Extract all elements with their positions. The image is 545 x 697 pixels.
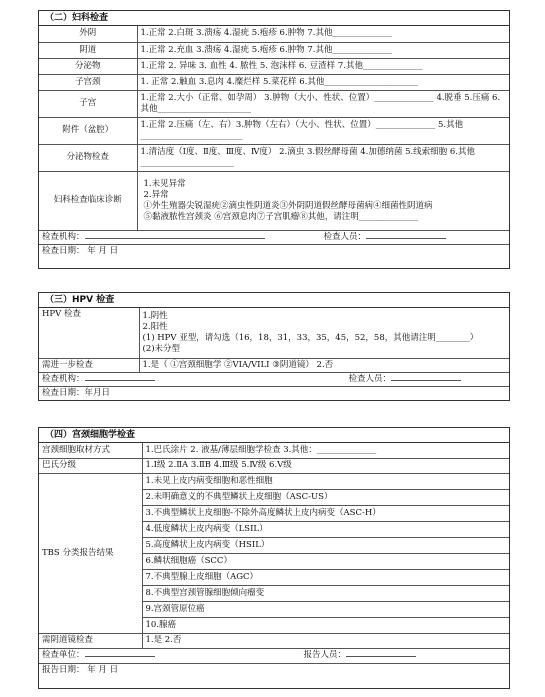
tbs-item[interactable]: 1.未见上皮内病变细胞和恶性细胞 (142, 473, 509, 489)
clinical-diagnosis-label: 妇科检查临床诊断 (39, 171, 137, 230)
vulva-options[interactable]: 1.正常 2.白斑 3.溃疡 4.湿疣 5.疱疹 6.肿物 7.其他______________ (137, 26, 509, 42)
clinical-diagnosis-options[interactable] (137, 171, 509, 230)
tbs-item[interactable]: 10.腺癌 (142, 617, 509, 633)
hpv-org-row (39, 372, 509, 386)
hpv-table (39, 308, 509, 400)
hpv-options[interactable] (139, 308, 509, 358)
cervix-options[interactable]: 1. 正常 2.触血 3.息肉 4.糜烂样 5.菜花样 6.其他______________________ (137, 74, 509, 90)
adnexa-label: 附件（盆腔） (39, 117, 137, 144)
gyn-section-title: （二）妇科检查 (39, 11, 509, 26)
hpv-line: (2)未分型 (142, 343, 181, 354)
unit-label: 检查单位： (42, 650, 85, 660)
hpv-line: 1.阴性 (142, 310, 168, 321)
tbs-item[interactable]: 7.不典型腺上皮细胞（AGC） (142, 569, 509, 585)
hpv-line: 2.阳性 (142, 321, 168, 332)
examiner-field[interactable] (366, 238, 446, 239)
tbs-item[interactable]: 5.高度鳞状上皮内病变（HSIL） (142, 537, 509, 553)
discharge-label: 分泌物 (39, 58, 137, 74)
discharge-test-label: 分泌物检查 (39, 144, 137, 171)
vagina-label: 阴道 (39, 42, 137, 58)
colposcopy-options[interactable]: 1.是 2.否 (142, 633, 509, 648)
vagina-options[interactable]: 1.正常 2.充血 3.溃疡 4.湿疣 5.疱疹 6.肿物 7.其他______________ (137, 42, 509, 58)
diag-line: ①外生殖器尖锐湿疣②滴虫性阴道炎③外阴阴道假丝酵母菌病④细菌性阴道病 (143, 200, 433, 211)
pap-grade-options[interactable]: 1.Ⅰ级 2.ⅡA 3.ⅡB 4.Ⅲ级 5.Ⅳ级 6.Ⅴ级 (142, 458, 509, 473)
gyn-org-row (39, 230, 509, 244)
discharge-options[interactable]: 1.正常 2. 异味 3. 血性 4. 脓性 5. 泡沫样 6. 豆渣样 7.其他______________ (137, 58, 509, 74)
cytology-table (39, 443, 509, 678)
further-exam-label: 需进一步检查 (39, 358, 139, 372)
adnexa-options[interactable]: 1.正常 2.压痛（左、右）3.肿物（左右）（大小、性状、位置）______________ 5.其他________________________ (137, 117, 509, 144)
reporter-field[interactable] (346, 656, 416, 657)
org-field[interactable] (85, 380, 155, 381)
hpv-date[interactable]: 检查日期：年月日 (39, 386, 509, 400)
tbs-item[interactable]: 2.未明确意义的不典型鳞状上皮细胞（ASC-US） (142, 489, 509, 505)
diag-line: 1.未见异常 (143, 178, 186, 189)
examiner-label: 检查人员： (348, 373, 391, 384)
sampling-method-options[interactable]: 1.巴氏涂片 2. 液基/薄层细胞学检查 3.其他：______________ (142, 443, 509, 458)
hpv-section-title: （三）HPV 检查 (39, 293, 509, 308)
colposcopy-label: 需阴道镜检查 (39, 633, 142, 648)
org-field[interactable] (85, 238, 265, 239)
vulva-label: 外阴 (39, 26, 137, 42)
diag-line: 2.异常 (143, 189, 169, 200)
gyn-table (39, 26, 509, 258)
cervix-label: 子宫颈 (39, 74, 137, 90)
cytology-section-title: （四）宫颈细胞学检查 (39, 428, 509, 443)
tbs-item[interactable]: 9.宫颈管原位癌 (142, 601, 509, 617)
tbs-item[interactable]: 8.不典型宫颈管腺细胞倾向瘤变 (142, 585, 509, 601)
reporter-label: 报告人员： (303, 650, 346, 660)
cytology-section (38, 427, 510, 689)
org-label: 检查机构： (42, 373, 85, 384)
cytology-date[interactable]: 报告日期： 年 月 日 (39, 663, 509, 678)
examiner-field[interactable] (391, 380, 461, 381)
tbs-item[interactable]: 3.不典型鳞状上皮细胞-不除外高度鳞状上皮内病变（ASC-H） (142, 505, 509, 521)
unit-field[interactable] (85, 656, 155, 657)
uterus-options[interactable]: 1.正常 2.大小（正常、如孕周） 3.肿物（大小、性状、位置）______________ 4.脱垂 5.压痛 6.其他______________________ (137, 90, 509, 117)
further-exam-options[interactable]: 1.是（ ①宫颈细胞学 ②VIA/VILI ③阴道镜） 2.否 (139, 358, 509, 372)
examiner-label: 检查人员： (323, 231, 366, 242)
gyn-date[interactable]: 检查日期： 年 月 日 (39, 244, 509, 258)
discharge-test-options[interactable]: 1.清洁度（Ⅰ度、Ⅱ度、Ⅲ度、Ⅳ度） 2.滴虫 3.假丝酵母菌 4.加德纳菌 5.线索细胞 6.其他______________________ (137, 144, 509, 171)
org-label: 检查机构： (42, 231, 85, 242)
hpv-label: HPV 检查 (39, 308, 139, 358)
tbs-item[interactable]: 6.鳞状细胞癌（SCC） (142, 553, 509, 569)
sampling-method-label: 宫颈细胞取材方式 (39, 443, 142, 458)
hpv-line: (1) HPV 亚型，请勾选（16，18，31，33，35，45，52，58，其他请注明________） (142, 332, 479, 343)
gyn-exam-section (38, 10, 510, 269)
cytology-org-row (39, 648, 509, 663)
tbs-label: TBS 分类报告结果 (39, 473, 142, 633)
pap-grade-label: 巴氏分级 (39, 458, 142, 473)
diag-line: ⑤黏液脓性宫颈炎 ⑥宫颈息肉⑦子宫肌瘤⑧其他，请注明______________ (143, 211, 419, 222)
hpv-section (38, 292, 510, 401)
tbs-item[interactable]: 4.低度鳞状上皮内病变（LSIL） (142, 521, 509, 537)
uterus-label: 子宫 (39, 90, 137, 117)
